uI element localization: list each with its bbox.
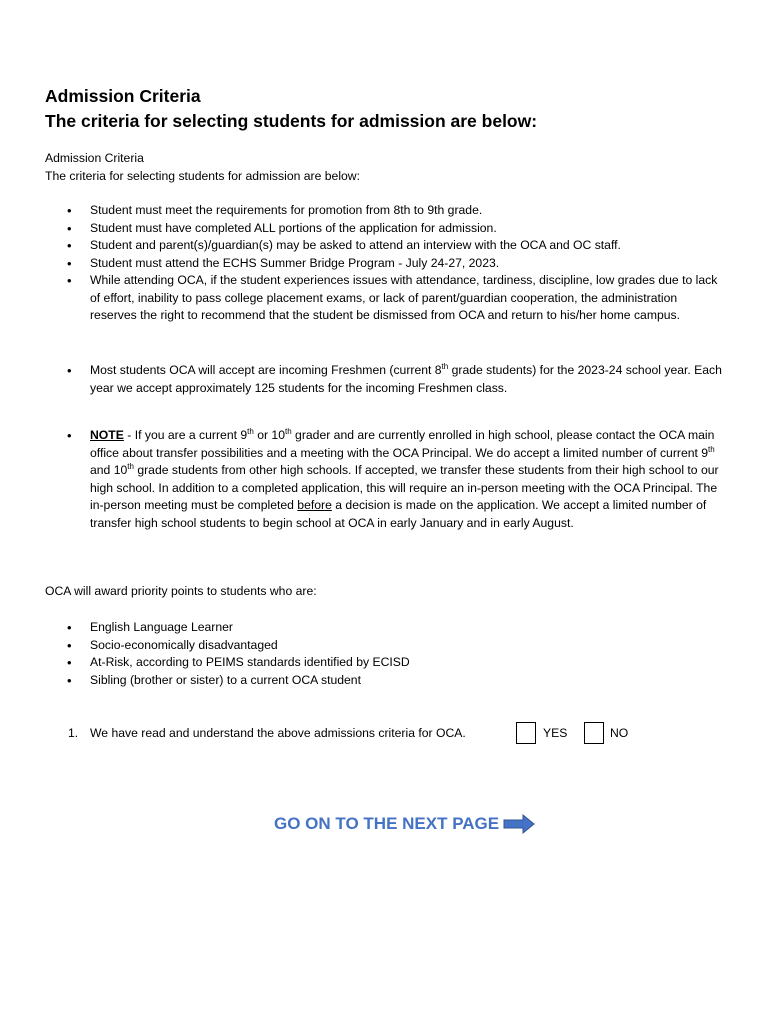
freshmen-paragraph: • Most students OCA will accept are incoming Freshmen (current 8th grade students) for the 2023-24 school year. Each year we accept approximately 125 students for the incoming Freshmen class. [67, 361, 722, 395]
intro-line-1: Admission Criteria [45, 151, 144, 165]
list-item: • Sibling (brother or sister) to a current OCA student [45, 672, 725, 690]
intro-line-2: The criteria for selecting students for admission are below: [45, 168, 360, 183]
heading-title: Admission Criteria [45, 86, 201, 106]
before-underlined: before [297, 498, 332, 512]
page-heading [45, 84, 537, 134]
question-text: We have read and understand the above admissions criteria for OCA. [90, 726, 466, 740]
no-label: NO [610, 726, 629, 740]
list-item: • Student must attend the ECHS Summer Bridge Program - July 24-27, 2023. [45, 255, 725, 273]
list-item: • Socio-economically disadvantaged [45, 637, 725, 655]
right-arrow-icon [503, 814, 535, 834]
note-label: NOTE [90, 428, 124, 442]
yes-checkbox[interactable] [516, 722, 536, 744]
intro-text [45, 150, 360, 185]
list-item: • English Language Learner [45, 619, 725, 637]
list-item: • Student must have completed ALL portions of the application for admission. [45, 220, 725, 238]
list-item: • At-Risk, according to PEIMS standards identified by ECISD [45, 654, 725, 672]
question-1 [68, 725, 466, 743]
no-checkbox[interactable] [584, 722, 604, 744]
question-number: 1. [68, 726, 79, 740]
priority-list [45, 619, 725, 689]
list-item: • Student and parent(s)/guardian(s) may be asked to attend an interview with the OCA and OC staff. [45, 237, 725, 255]
next-page-label: GO ON TO THE NEXT PAGE [274, 814, 500, 833]
yes-label: YES [543, 726, 568, 740]
list-item: • While attending OCA, if the student experiences issues with attendance, tardiness, discipline, low grades due to lack of effort, inability to pass college placement exams, or lack of parent/guardian cooperation, the administration reserves the right to recommend that the student be dismissed from OCA and return to his/her home campus. [45, 272, 725, 325]
priority-intro: OCA will award priority points to students who are: [45, 584, 317, 598]
criteria-list [45, 202, 725, 325]
heading-subtitle: The criteria for selecting students for admission are below: [45, 111, 538, 131]
next-page-prompt [274, 812, 535, 836]
note-paragraph: • NOTE - If you are a current 9th or 10th grader and are currently enrolled in high school, please contact the OCA main office about transfer possibilities and a meeting with the OCA Principal. We do accept a limited number of current 9th and 10th grade students from other high schools. If accepted, we transfer these students from their high school to our high school. In addition to a completed application, this will require an in-person meeting with the OCA Principal. The in-person meeting must be completed before a decision is made on the application. We accept a limited number of transfer high school students to begin school at OCA in early January and in early August. [67, 426, 719, 530]
list-item: • Student must meet the requirements for promotion from 8th to 9th grade. [45, 202, 725, 220]
